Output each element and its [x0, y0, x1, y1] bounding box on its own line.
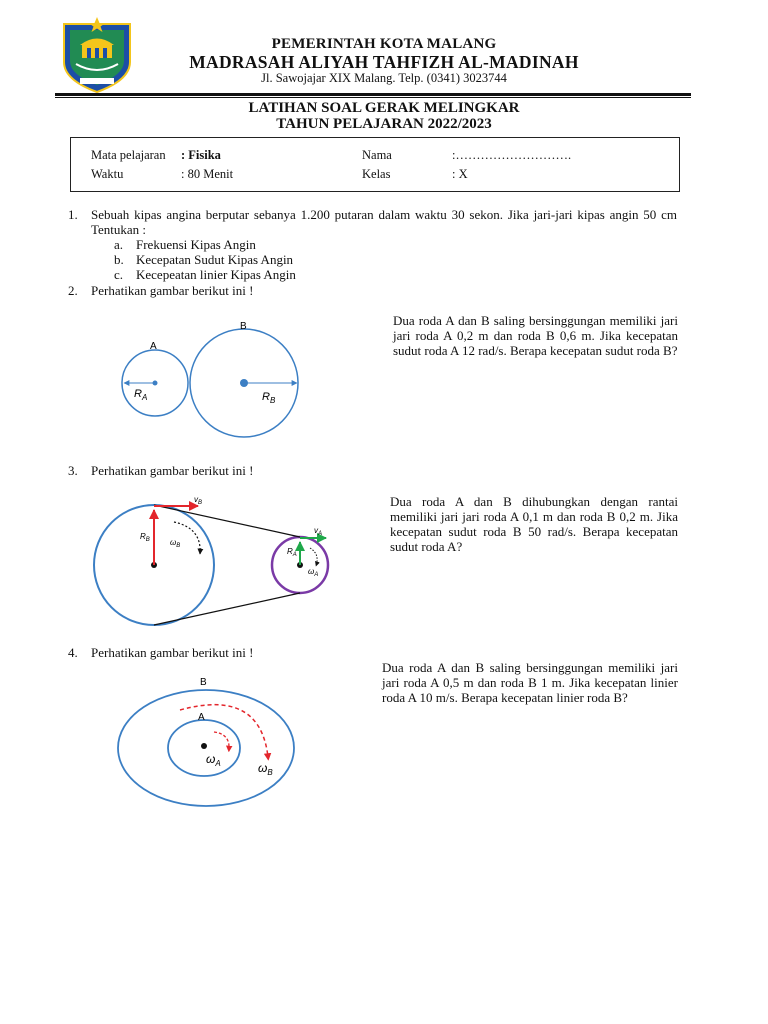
- madrasah-logo: [58, 14, 136, 94]
- question-1-text: Sebuah kipas angina berputar sebanya 1.200 putaran dalam waktu 30 sekon. Jika jari-jari kipas angin 50 cm Tentukan :: [91, 207, 677, 237]
- svg-text:vA: [314, 526, 322, 537]
- wheel-a-label: A: [150, 341, 157, 352]
- radius-b-label: R: [262, 391, 270, 403]
- time-label: Waktu: [91, 167, 124, 181]
- header-address: Jl. Sawojajar XIX Malang. Telp. (0341) 3023744: [261, 71, 507, 85]
- question-1b-letter: b.: [114, 252, 124, 267]
- question-2-description: Dua roda A dan B saling bersinggungan memiliki jari jari roda A 0,2 m dan roda B 0,6 m. Jika kecepatan sudut roda A 12 rad/s. Berapa kecepatan sudut roda B?: [393, 313, 678, 358]
- svg-text:ωB: [258, 761, 273, 777]
- svg-text:RA: [134, 388, 147, 402]
- student-info-box: [70, 137, 680, 192]
- figure-concentric-wheels: [110, 672, 310, 814]
- angular-b-label: ω: [258, 761, 268, 775]
- worksheet-title: LATIHAN SOAL GERAK MELINGKAR: [248, 100, 520, 116]
- question-3-number: 3.: [68, 463, 78, 478]
- angular-a-subscript: A: [215, 759, 221, 768]
- header-rule-thick: [55, 93, 691, 96]
- name-label: Nama: [362, 148, 392, 162]
- radius-b-subscript: B: [269, 396, 276, 405]
- question-4-number: 4.: [68, 645, 78, 660]
- question-1-number: 1.: [68, 207, 78, 222]
- question-1a-letter: a.: [114, 237, 124, 252]
- radius-a-label: R: [134, 388, 142, 400]
- radius-b-label: R: [140, 532, 146, 541]
- question-3-prompt: Perhatikan gambar berikut ini !: [91, 463, 254, 478]
- angular-b-subscript: B: [267, 768, 273, 777]
- velocity-a-subscript: A: [318, 531, 323, 537]
- velocity-b-subscript: B: [198, 500, 203, 506]
- svg-text:RB: [140, 532, 150, 543]
- figure-chain-wheels: [90, 490, 340, 635]
- radius-a-subscript: A: [141, 393, 148, 402]
- wheel-a-label: A: [198, 712, 205, 723]
- header-rule-thin: [55, 97, 691, 98]
- time-value: : 80 Menit: [181, 167, 234, 181]
- class-label: Kelas: [362, 167, 391, 181]
- velocity-a-label: v: [314, 526, 318, 535]
- svg-text:RA: [287, 547, 297, 558]
- name-field[interactable]: :……………………….: [452, 148, 572, 162]
- radius-a-subscript: A: [292, 552, 297, 558]
- question-1b-text: Kecepatan Sudut Kipas Angin: [136, 252, 294, 267]
- worksheet-year: TAHUN PELAJARAN 2022/2023: [276, 116, 492, 132]
- svg-text:ωA: [308, 567, 318, 578]
- question-3-description: Dua roda A dan B dihubungkan dengan rantai memiliki jari jari roda A 0,1 m dan roda B 0,2 m. Jika kecepatan sudut roda B 50 rad/s. Berapa kecepatan sudut roda A?: [390, 494, 678, 554]
- figure-touching-wheels: [112, 315, 312, 445]
- svg-text:RB: [262, 391, 276, 405]
- header-government: PEMERINTAH KOTA MALANG: [271, 36, 497, 52]
- chain-top: [154, 505, 300, 537]
- radius-b-subscript: B: [145, 537, 150, 543]
- chain-bottom: [154, 593, 300, 625]
- question-1c-text: Kecepeatan linier Kipas Angin: [136, 267, 296, 282]
- class-value: : X: [452, 167, 468, 181]
- question-1c-letter: c.: [114, 267, 124, 282]
- question-2-number: 2.: [68, 283, 78, 298]
- question-4-description: Dua roda A dan B saling bersinggungan memiliki jari jari roda A 0,5 m dan roda B 1 m. Jika kecepatan linier roda A 10 m/s. Berapa kecepatan linier roda B?: [382, 660, 678, 705]
- radius-a-label: R: [287, 547, 293, 556]
- angular-a-subscript: A: [314, 572, 319, 578]
- subject-label: Mata pelajaran: [91, 148, 166, 162]
- wheel-b-label: B: [200, 677, 207, 688]
- question-1a-text: Frekuensi Kipas Angin: [136, 237, 256, 252]
- angular-a-label: ω: [206, 752, 216, 766]
- header-school-name: MADRASAH ALIYAH TAHFIZH AL-MADINAH: [189, 52, 579, 72]
- question-2-prompt: Perhatikan gambar berikut ini !: [91, 283, 254, 298]
- subject-value: : Fisika: [181, 148, 221, 162]
- wheel-b-label: B: [240, 321, 247, 332]
- svg-text:ωA: [206, 752, 221, 768]
- velocity-b-label: v: [194, 495, 198, 504]
- angular-b-subscript: B: [176, 543, 181, 549]
- angular-b-label: ω: [170, 538, 177, 547]
- svg-text:ωB: [170, 538, 180, 549]
- angular-a-label: ω: [308, 567, 315, 576]
- question-4-prompt: Perhatikan gambar berikut ini !: [91, 645, 254, 660]
- svg-text:vB: [194, 495, 202, 506]
